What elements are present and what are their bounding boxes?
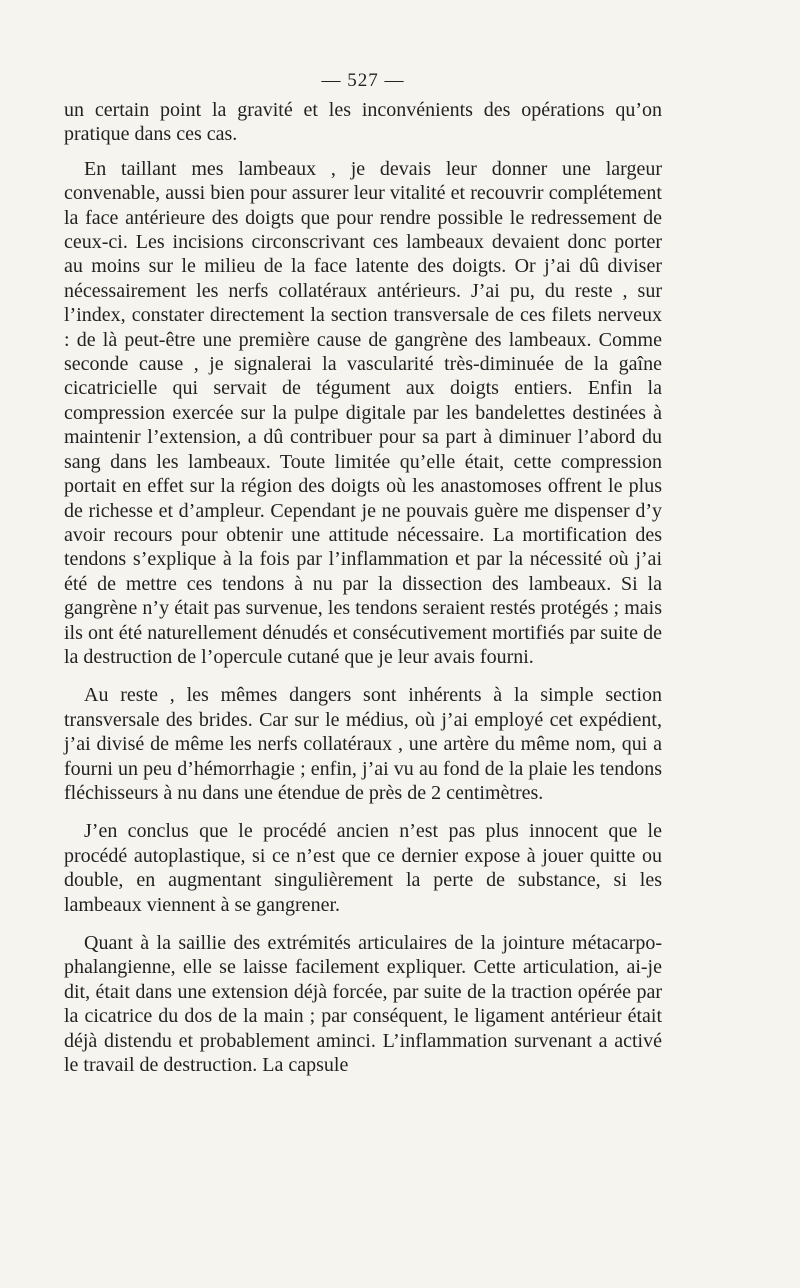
paragraph-conclusion: J’en conclus que le procédé ancien n’est pas plus innocent que le procédé autoplastique, si ce n’est que ce dernier expose à jouer quitte ou double, en augmentant singulièrement la perte de substance, si les lambeaux viennent à se gangrener.: [64, 820, 662, 916]
paragraph-continuation: un certain point la gravité et les inconvénients des opérations qu’on pratique dans ces cas.: [64, 99, 662, 146]
paragraph-lambeaux: En taillant mes lambeaux , je devais leur donner une largeur convenable, aussi bien pour assurer leur vitalité et recouvrir complétement la face antérieure des doigts que pour rendre possible le redressement de ceux-ci. Les incisions circonscrivant ces lambeaux devaient donc porter au moins sur le milieu de la face latente des doigts. Or j’ai dû diviser nécessairement les nerfs collatéraux antérieurs. J’ai pu, du reste , sur l’index, constater directement la section transversale de ces filets nerveux : de là peut-être une première cause de gangrène des lambeaux. Comme seconde cause , je signalerai la vascularité très-diminuée de la gaîne cicatricielle qui servait de tégument aux doigts entiers. Enfin la compression exercée sur la pulpe digitale par les bandelettes destinées à maintenir l’extension, a dû contribuer pour sa part à diminuer l’abord du sang dans les lambeaux. Toute limitée qu’elle était, cette compression portait en effet sur la région des doigts où les anastomoses offrent le plus de richesse et d’ampleur. Cependant je ne pouvais guère me dispenser d’y avoir recours pour obtenir une attitude nécessaire. La mortification des tendons s’explique à la fois par l’inflammation et par la nécessité où j’ai été de mettre ces tendons à nu par la dissection des lambeaux. Si la gangrène n’y était pas survenue, les tendons seraient restés protégés ; mais ils ont été naturellement dénudés et consécutivement mortifiés par suite de la destruction de l’opercule cutané que je leur avais fourni.: [64, 157, 662, 668]
document-page: [64, 68, 662, 1091]
page-number: — 527 —: [321, 70, 405, 91]
paragraph-saillie-articulaire: Quant à la saillie des extrémités articulaires de la jointure métacarpo-phalangienne, elle se laisse facilement expliquer. Cette articulation, ai-je dit, était dans une extension déjà forcée, par suite de la traction opérée par la cicatrice du dos de la main ; par conséquent, le ligament antérieur était déjà distendu et probablement aminci. L’inflammation survenant a activé le travail de destruction. La capsule: [64, 932, 662, 1077]
paragraph-section-transversale: Au reste , les mêmes dangers sont inhérents à la simple section transversale des brides. Car sur le médius, où j’ai employé cet expédient, j’ai divisé de même les nerfs collatéraux , une artère du même nom, qui a fourni un peu d’hémorrhagie ; enfin, j’ai vu au fond de la plaie les tendons fléchisseurs à nu dans une étendue de près de 2 centimètres.: [64, 684, 662, 804]
